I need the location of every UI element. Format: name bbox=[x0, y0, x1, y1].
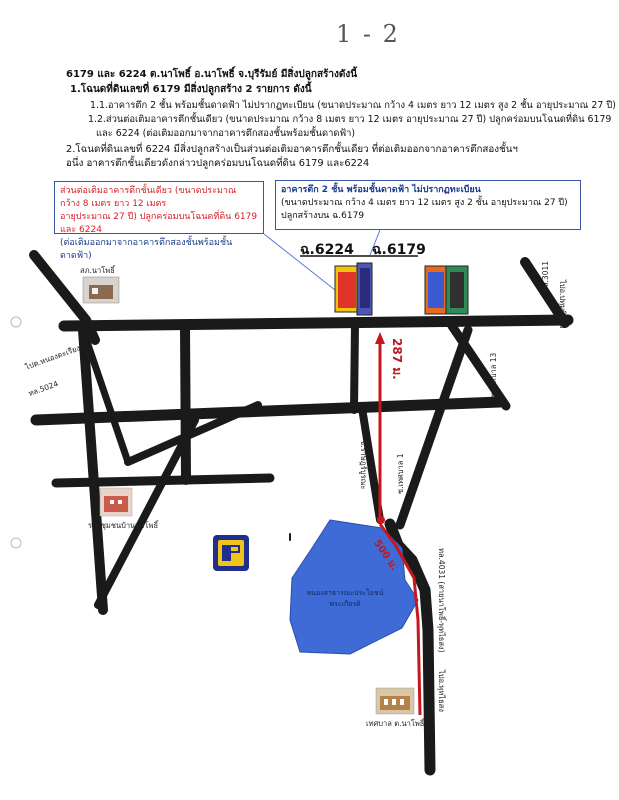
label-soi-named: ซ.ราษฎร์บูรณะ bbox=[359, 440, 368, 490]
label-to-east: ไปอ.ปทุมพิมาย bbox=[558, 280, 567, 329]
school-icon bbox=[100, 488, 132, 516]
label-municipality: เทศบาล ต.นาโพธิ์ bbox=[366, 719, 425, 728]
label-road-3011: ทล.3011 bbox=[541, 260, 550, 292]
label-distance-south: 500 ม. bbox=[371, 538, 400, 573]
header-line-5: 2.โฉนดที่ดินเลขที่ 6224 มีสิ่งปลูกสร้างเป็นส่วนต่อเติมอาคารตึกชั้นเดียว ที่ต่อเติมออกจากอาคารตึกสองชั้นฯ bbox=[66, 144, 518, 155]
label-lake-line1: หนองสาธารณะประโยชน์ bbox=[306, 589, 384, 597]
label-road-4031: ทล.4031 (สายนาโพธิ์-พุทไธสง) bbox=[437, 548, 446, 653]
label-to-west: ไปต.หนองตะเรียง bbox=[24, 343, 82, 372]
road-main-horizontal bbox=[64, 320, 568, 326]
neighbor-building-orange-fill bbox=[428, 272, 444, 308]
neighbor-building-green-fill bbox=[450, 272, 464, 308]
subject-buildings bbox=[335, 263, 372, 315]
parcel-underline bbox=[300, 255, 420, 259]
header-line-0: 6179 และ 6224 ต.นาโพธิ์ อ.นาโพธิ์ จ.บุรีรัมย์ มีสิ่งปลูกสร้างดังนี้ bbox=[66, 69, 358, 80]
header-line-6: อนึ่ง อาคารตึกชั้นเดียวดังกล่าวปลูกคร่อมบนโฉนดที่ดิน 6179 และ6224 bbox=[66, 158, 370, 169]
label-lake bbox=[300, 588, 390, 610]
label-lake-line2: พระเกียรติ bbox=[329, 600, 361, 608]
punch-holes bbox=[11, 317, 21, 548]
parcel-label-6179: ฉ.6179 bbox=[372, 242, 426, 258]
parcel-6179-fill bbox=[360, 268, 370, 308]
callout-main-building bbox=[275, 180, 581, 230]
route-junction-dot bbox=[377, 516, 385, 524]
callout-main-line1: อาคารตึก 2 ชั้น พร้อมชั้นดาดฟ้า ไม่ปรากฏทะเบียน bbox=[281, 185, 481, 195]
label-police-station: สภ.นาโพธิ์ bbox=[80, 266, 115, 275]
callout-extension-line2: อายุประมาณ 27 ปี) ปลูกคร่อมบนโฉนดที่ดิน 6179 และ 6224 bbox=[60, 212, 258, 235]
road-soi-1 bbox=[400, 330, 468, 525]
callout-extension bbox=[54, 181, 264, 261]
callout-main-line2: (ขนาดประมาณ กว้าง 4 เมตร ยาว 12 เมตร สูง 2 ชั้น อายุประมาณ 27 ปี) bbox=[281, 198, 568, 208]
label-to-south: ไปอ.พุทไธสง bbox=[437, 670, 446, 712]
label-school: ร.ร.ชุมชนบ้านนาโพธิ์ bbox=[88, 521, 159, 530]
header-line-1: 1.โฉนดที่ดินเลขที่ 6179 มีสิ่งปลูกสร้าง 2 รายการ ดังนี้ bbox=[70, 84, 312, 95]
header-line-4: และ 6224 (ต่อเติมออกมาจากอาคารตึกสองชั้นพร้อมชั้นดาดฟ้า) bbox=[96, 128, 356, 139]
label-road-5024: ทล.5024 bbox=[27, 378, 60, 399]
road-center-vertical bbox=[185, 328, 186, 480]
route-arrow-head bbox=[375, 332, 385, 344]
callout-extension-line1: ส่วนต่อเติมอาคารตึกชั้นเดียว (ขนาดประมาณ กว้าง 8 เมตร ยาว 12 เมตร bbox=[60, 186, 237, 209]
page-number: 1 - 2 bbox=[336, 20, 400, 48]
label-soi-1: ซ.เทศบาล 1 bbox=[396, 453, 405, 494]
label-soi-13: ซ.เทศบาล 13 bbox=[489, 352, 498, 398]
parcel-6224-fill bbox=[338, 272, 356, 308]
label-distance-north: 287 ม. bbox=[390, 338, 404, 380]
police-station-icon bbox=[83, 277, 119, 303]
neighbor-buildings bbox=[425, 266, 468, 314]
callout-extension-line3: (ต่อเติมออกมาจากอาคารตึกสองชั้นพร้อมชั้นดาดฟ้า) bbox=[60, 238, 233, 261]
parcel-label-6224: ฉ.6224 bbox=[300, 242, 354, 258]
header-line-3: 1.2.ส่วนต่อเติมอาคารตึกชั้นเดียว (ขนาดประมาณ กว้าง 8 เมตร ยาว 12 เมตร อายุประมาณ 27 ปี) ปลูกคร่อมบนโฉนดที่ดิน 6179 bbox=[88, 114, 612, 125]
municipality-icon bbox=[376, 688, 414, 714]
label-soi-9: ซ.เทศบาล 9 bbox=[349, 340, 358, 381]
header-line-2: 1.1.อาคารตึก 2 ชั้น พร้อมชั้นดาดฟ้า ไม่ปรากฏทะเบียน (ขนาดประมาณ กว้าง 4 เมตร ยาว 12 เมตร สูง 2 ชั้น อายุประมาณ 27 ปี) bbox=[90, 100, 616, 111]
bank-logo-icon bbox=[213, 535, 249, 571]
callout-main-line3: ปลูกสร้างบน ฉ.6179 bbox=[281, 211, 365, 221]
